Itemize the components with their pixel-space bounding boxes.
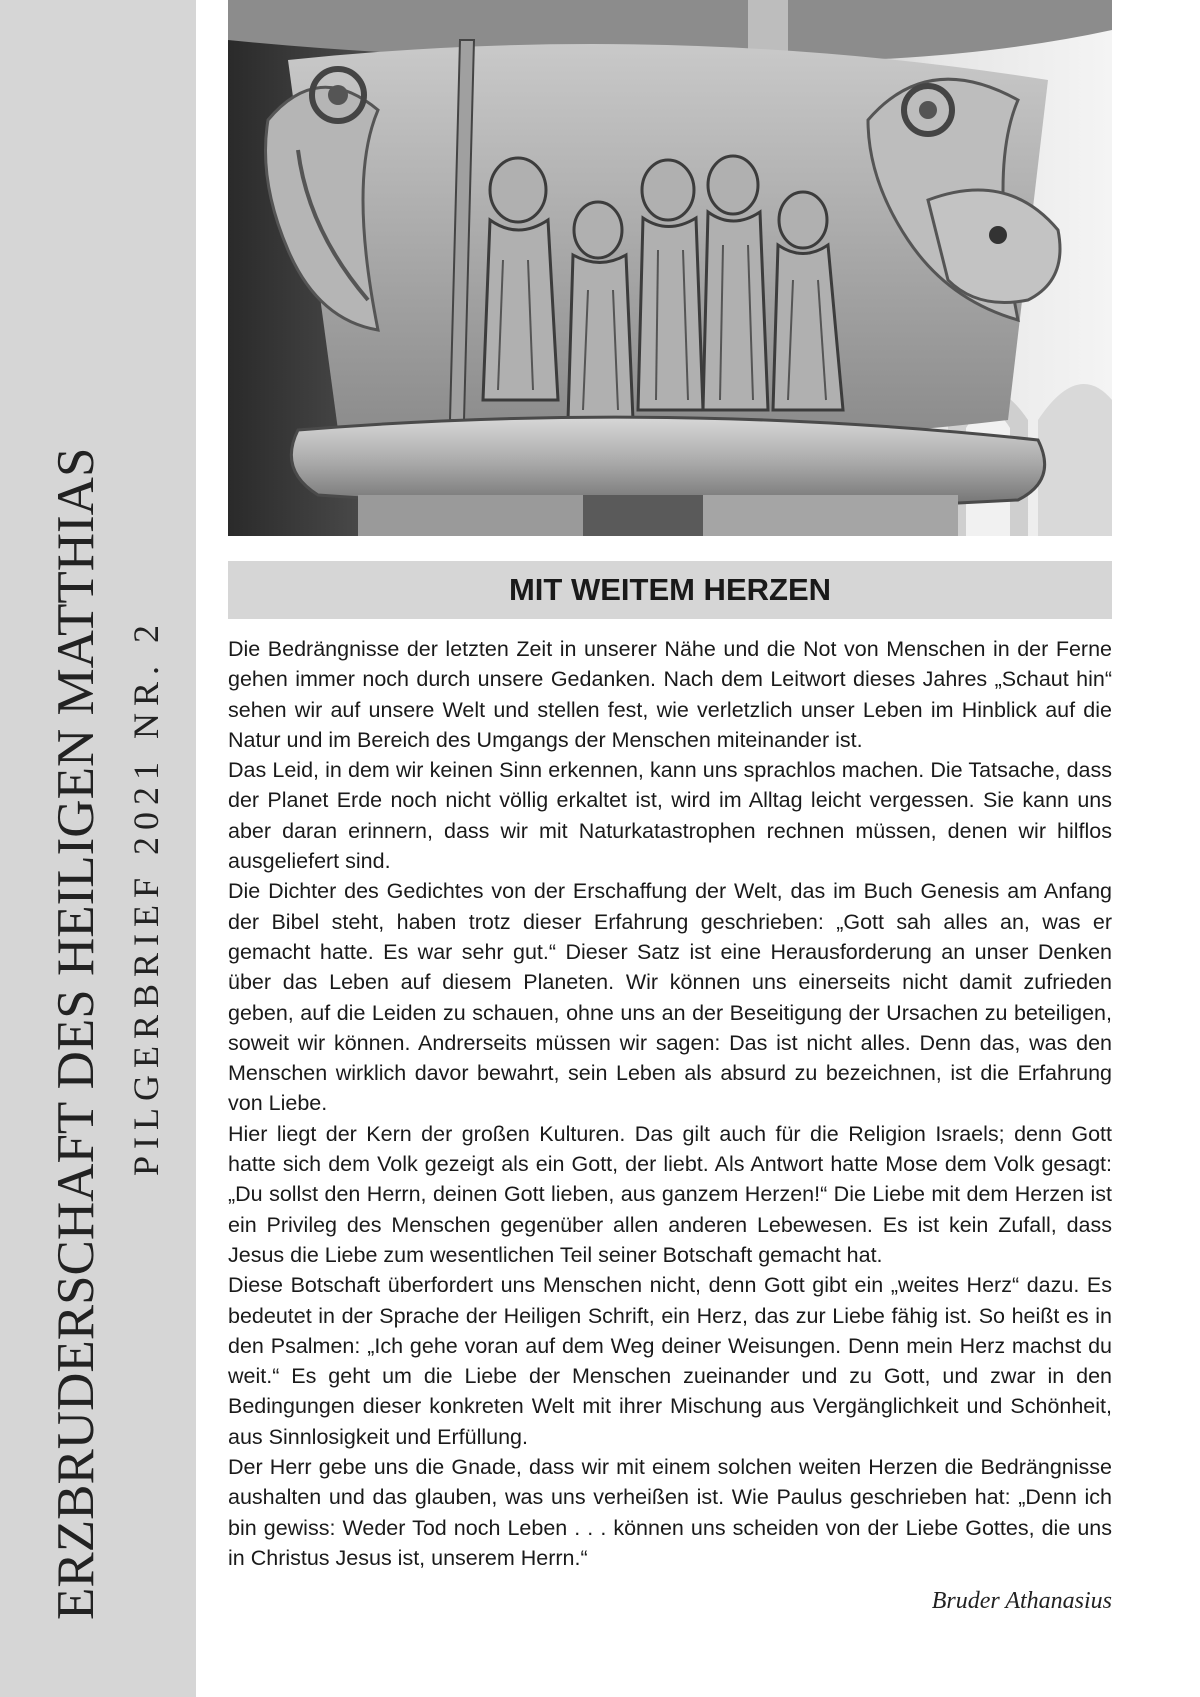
sidebar-band [0, 0, 196, 1697]
paragraph: Der Herr gebe uns die Gnade, dass wir mit einem solchen weiten Herzen die Bedrängnisse aushalten und das glauben, was uns verheißen ist. Wie Paulus geschrieben hat: „Denn ich bin gewiss: Weder Tod noch Leben . . . können uns scheiden von der Liebe Gottes, die uns in Christus Jesus ist, unserem Herrn.“ [228, 1455, 1112, 1570]
vertical-subtitle: PILGERBRIEF 2021 NR. 2 [126, 617, 166, 1176]
photo-illustration [228, 0, 1112, 536]
article-headline: MIT WEITEM HERZEN [508, 572, 832, 607]
paragraph: Diese Botschaft überfordert uns Menschen nicht, denn Gott gibt ein „weites Herz“ dazu. Es bedeutet in der Sprache der Heiligen Schrift, ein Herz, das zur Liebe fähig ist. So heißt es in den Psalmen: „Ich gehe voran auf dem Weg deiner Weisungen. Denn mein Herz machst du weit.“ Es geht um die Liebe der Menschen zueinander und zu Gott, und zwar in den Bedingungen dieser konkreten Welt mit ihrer Mischung aus Vergänglichkeit und Schönheit, aus Sinnlosigkeit und Erfüllung. [228, 1273, 1112, 1449]
vertical-title: ERZBRUDERSCHAFT DES HEILIGEN MATTHIAS [47, 447, 105, 1620]
paragraph: Das Leid, in dem wir keinen Sinn erkennen, kann uns sprachlos machen. Die Tatsache, dass der Planet Erde noch nicht völlig erkaltet ist, wird im Alltag leicht vergessen. Sie kann uns aber daran erinnern, dass wir mit Naturkatastrophen rechnen müssen, denen wir hilflos ausgeliefert sind. [228, 758, 1112, 874]
paragraph: Hier liegt der Kern der großen Kulturen. Das gilt auch für die Religion Israels; denn Gott hatte sich dem Volk gezeigt als ein Gott, der liebt. Als Antwort hatte Mose dem Volk gesagt: „Du sollst den Herrn, deinen Gott lieben, aus ganzem Herzen!“ Die Liebe mit dem Herzen ist ein Privileg des Menschen gegenüber allen anderen Lebewesen. Es ist kein Zufall, dass Jesus die Liebe zum wesentlichen Teil seiner Botschaft gemacht hat. [228, 1121, 1112, 1267]
paragraph: Die Bedrängnisse der letzten Zeit in unserer Nähe und die Not von Menschen in der Ferne gehen immer noch durch unsere Gedanken. Nach dem Leitwort dieses Jahres „Schaut hin“ sehen wir auf unsere Welt und stellen fest, wie verletzlich unser Leben im Hinblick auf die Natur und im Bereich des Umgangs der Menschen miteinander ist. [228, 637, 1112, 752]
column-capital-photo [228, 0, 1112, 536]
paragraph: Die Dichter des Gedichtes von der Erschaffung der Welt, das im Buch Genesis am Anfang der Bibel steht, haben trotz dieser Erfahrung geschrieben: „Gott sah alles an, was er gemacht hatte. Es war sehr gut.“ Dieser Satz ist eine Herausforderung an unser Denken über das Leben auf diesem Planeten. Wir können uns einerseits nicht damit zufrieden geben, auf die Leiden zu schauen, ohne uns an der Beseitigung der Ursachen zu beteiligen, soweit wir können. Andrerseits müssen wir sagen: Das ist nicht alles. Denn das, was den Menschen wirklich davor bewahrt, sein Leben als absurd zu bezeichnen, ist die Erfahrung von Liebe. [228, 879, 1112, 1116]
author-signature: Bruder Athanasius [931, 1588, 1112, 1614]
article-body [228, 634, 1112, 1573]
headline-bar [228, 561, 1112, 619]
